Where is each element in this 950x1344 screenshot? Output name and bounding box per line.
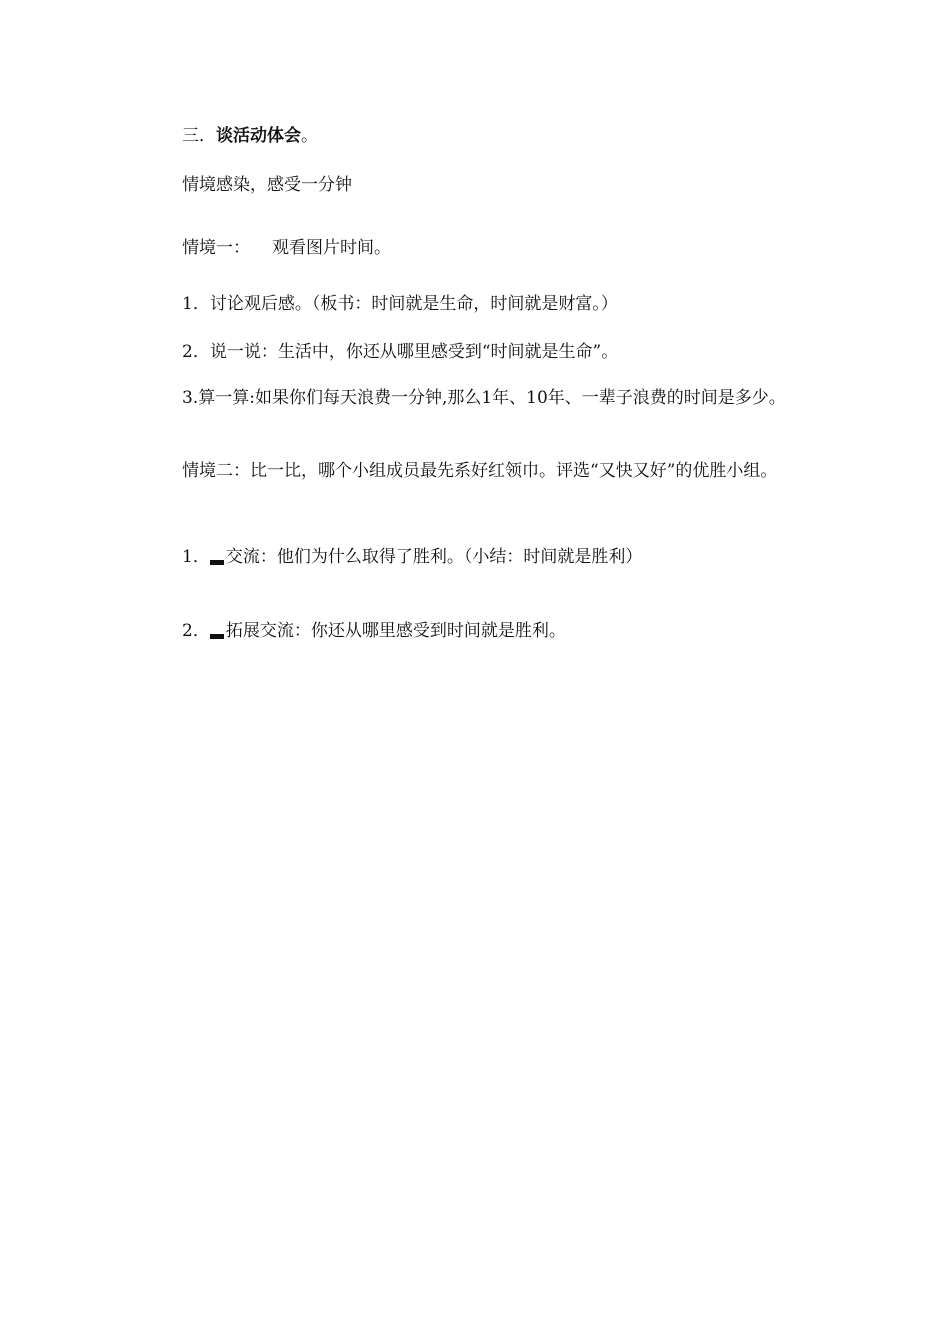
list-item-calculate: 3.算一算:如果你们每天浪费一分钟,那么1年、10年、一辈子浪费的时间是多少。 [182,388,786,408]
scene-one-text: 观看图片时间。 [272,238,391,258]
list-item-exchange [145,545,810,570]
heading-end: 。 [301,126,318,146]
scene-two: 情境二：比一比，哪个小组成员最先系好红领巾。评选“又快又好”的优胜小组。 [182,461,778,481]
list-item-extend [145,619,810,644]
scene-one [145,236,810,261]
list-item-text: 交流：他们为什么取得了胜利。（小结：时间就是胜利） [225,547,643,567]
section-heading [145,124,810,149]
list-item-text: 拓展交流：你还从哪里感受到时间就是胜利。 [225,621,566,641]
intro-line: 情境感染，感受一分钟 [182,175,352,195]
heading-title: 谈活动体会 [216,126,301,146]
list-marker-icon [210,560,224,565]
list-number: 1． [182,547,210,567]
scene-one-label: 情境一： [182,238,250,258]
list-item-say: 2．说一说：生活中，你还从哪里感受到“时间就是生命”。 [182,342,619,362]
list-number: 2． [182,621,210,641]
heading-number: 三． [182,126,216,146]
list-item-discuss: 1．讨论观后感。（板书：时间就是生命，时间就是财富。） [182,294,618,314]
list-marker-icon [210,634,224,639]
